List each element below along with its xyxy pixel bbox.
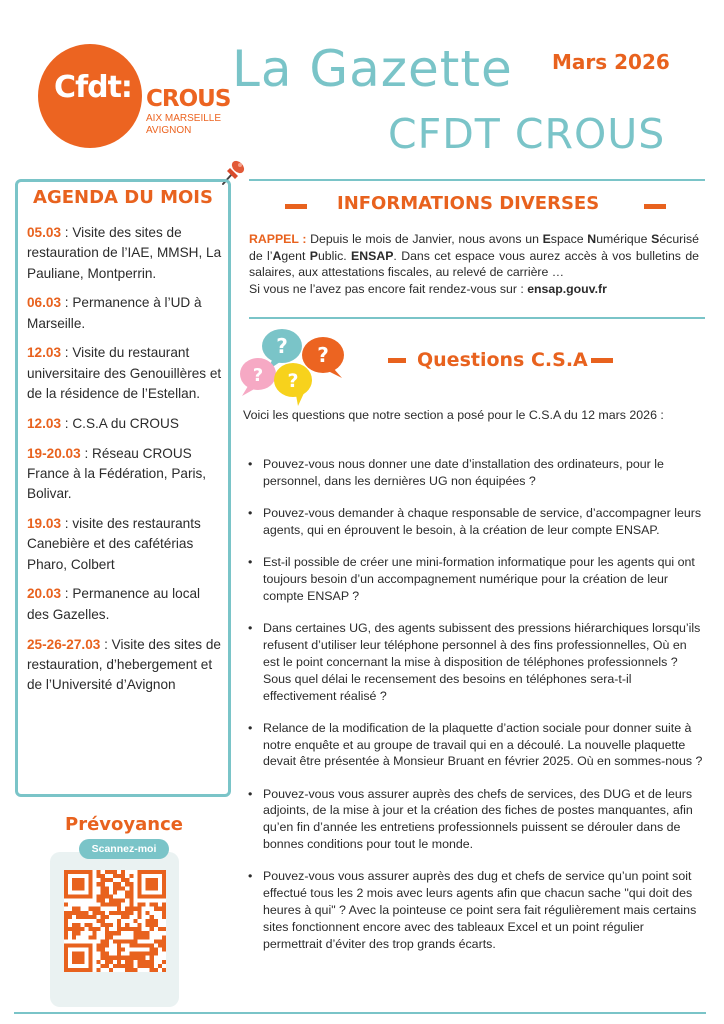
logo-subtitle-line2: AVIGNON [146, 125, 192, 136]
agenda-date: 12.03 [27, 345, 62, 361]
agenda-date: 05.03 [27, 225, 62, 240]
info-text: Depuis le mois de Janvier, nous avons un [306, 232, 543, 246]
info-section-title: INFORMATIONS DIVERSES [337, 193, 600, 214]
info-text: écurisé de l’ [249, 232, 699, 263]
ensap-label: ENSAP [351, 248, 394, 263]
question-text: Pouvez-vous nous donner une date d’installation des ordinateurs, pour le personnel, dans les dernières UG non équipées ? [263, 457, 664, 488]
qr-frame-bottom [60, 982, 170, 1007]
info-text: gent [281, 248, 310, 263]
acronym-letter: P [309, 248, 318, 263]
bullet: • [248, 506, 253, 520]
svg-text:?: ? [252, 365, 264, 386]
title-dash [591, 358, 613, 363]
csa-section-title: Questions C.S.A [417, 349, 588, 371]
question-item [243, 720, 705, 771]
question-item [243, 786, 705, 854]
question-item [243, 505, 705, 539]
cfdt-logo-mark: Cfdt: [54, 70, 132, 105]
ensap-link[interactable]: ensap.gouv.fr [527, 281, 607, 296]
agenda-text: : Visite des sites de restauration, d’hebergement et de l’Université d’Avignon [27, 636, 221, 693]
prevoyance-title: Prévoyance [65, 814, 183, 835]
agenda-item [27, 223, 223, 284]
title-dash [644, 204, 666, 209]
info-text: space [550, 232, 588, 246]
agenda-date: 25-26-27.03 [27, 636, 101, 652]
question-item [243, 456, 705, 490]
acronym-letter: A [272, 248, 282, 263]
svg-text:?: ? [317, 343, 329, 367]
agenda-date: 06.03 [27, 295, 62, 311]
agenda-text: : visite des restaurants Canebière et des cafétérias Pharo, Colbert [27, 516, 201, 572]
acronym-letter: E [542, 232, 551, 246]
svg-text:?: ? [287, 370, 299, 392]
csa-intro: Voici les questions que notre section a posé pour le C.S.A du 12 mars 2026 : [243, 408, 664, 422]
agenda-title: AGENDA DU MOIS [33, 187, 213, 208]
agenda-date: 20.03 [27, 586, 62, 602]
agenda-text: : Réseau CROUS France à la Fédération, Paris, Bolivar. [27, 445, 207, 502]
info-text: Si vous ne l’avez pas encore fait rendez-vous sur : [249, 281, 528, 296]
agenda-item [27, 584, 223, 625]
question-text: Pouvez-vous vous assurer auprès des chefs de services, des DUG et de leurs adjoints, de la mise à jour et la création des fiches de postes manquantes, afin qu’en fin d’année les entretiens professionnels puissent se dérouler dans de bonnes conditions pour tout le monde. [263, 786, 693, 852]
agenda-item [27, 343, 223, 404]
question-item [243, 554, 705, 605]
agenda-item [27, 414, 223, 434]
title-dash [388, 358, 406, 363]
question-item [243, 868, 705, 953]
speech-bubbles-question-icon [238, 322, 350, 408]
logo-crous-label: CROUS [146, 86, 231, 112]
info-text: umérique [596, 232, 652, 246]
divider [14, 1012, 706, 1014]
newsletter-subtitle: CFDT CROUS [388, 110, 666, 158]
acronym-letter: S [651, 232, 660, 246]
agenda-item [27, 514, 223, 575]
rappel-label: RAPPEL : [249, 232, 307, 246]
agenda-item [27, 635, 223, 696]
title-dash [285, 204, 307, 209]
bullet: • [248, 786, 253, 801]
logo-subtitle-line1: AIX MARSEILLE [146, 113, 222, 124]
agenda-date: 12.03 [27, 415, 62, 431]
question-text: Relance de la modification de la plaquette d’action sociale pour donner suite à notre enquête et au groupe de travail qui en a découlé. La nouvelle plaquette devait être présentée à Monsieur Bruant en février 2025. Où en sommes-nous ? [263, 720, 703, 769]
svg-text:?: ? [276, 334, 288, 358]
agenda-text: : Visite des sites de restauration de l’IAE, MMSH, La Pauliane, Montperrin. [27, 225, 222, 281]
agenda-text: : Visite du restaurant universitaire des Genouillères et de la résidence de l’Estellan. [27, 345, 222, 402]
question-text: Est-il possible de créer une mini-formation informatique pour les agents qui ont toujours besoin d’un accompagnement numérique pour la création de leur compte ENSAP ? [263, 555, 695, 603]
newsletter-title: La Gazette [232, 40, 513, 98]
divider [249, 317, 705, 319]
csa-questions-list [243, 456, 705, 968]
question-text: Pouvez-vous demander à chaque responsable de service, d’accompagner leurs agents, qui en éprouvent le besoin, à la création de leur compte ENSAP. [263, 506, 702, 537]
bullet: • [248, 869, 253, 884]
agenda-list [27, 223, 223, 705]
agenda-text: : C.S.A du CROUS [61, 415, 179, 431]
bullet: • [248, 555, 253, 569]
info-paragraph [249, 231, 699, 297]
question-text: Dans certaines UG, des agents subissent des pressions hiérarchiques lorsqu’ils refusent d’utiliser leur téléphone personnel à des fins professionnelles, Où en est le point concernant la mise à disposition de téléphones professionnels ? Sous quel délai le recensement des besoins en téléphones sera-t-il effectivement réalisé ? [263, 620, 701, 703]
divider [249, 179, 705, 181]
agenda-date: 19-20.03 [27, 445, 81, 461]
agenda-date: 19.03 [27, 516, 62, 532]
question-text: Pouvez-vous vous assurer auprès des dug et chefs de service qu’un point soit effectué tous les 2 mois avec leurs agents afin que chacun sache "qui doit des heures à qui" ? Avec la pointeuse ce point sera fait régulièrement mais certains sites fonctionnent encore avec des tableaux Excel et un point régulier permettrait d’éviter des trop grands écarts. [263, 869, 697, 951]
bullet: • [248, 620, 253, 635]
issue-date: Mars 2026 [552, 50, 670, 74]
bullet: • [248, 457, 253, 471]
question-item [243, 620, 705, 705]
qr-code-icon[interactable] [64, 870, 166, 972]
bullet: • [248, 720, 253, 735]
info-text: ublic. [317, 248, 352, 263]
agenda-item [27, 444, 223, 505]
agenda-text: : Permanence à l’UD à Marseille. [27, 295, 202, 331]
info-text: . Dans cet espace vous aurez accès à vos bulletins de salaires, aux attestations fiscales, au relevé de carrière … [249, 248, 699, 280]
agenda-item [27, 293, 223, 334]
acronym-letter: N [587, 232, 597, 246]
scan-me-label: Scannez-moi [79, 839, 169, 859]
agenda-text: : Permanence au local des Gazelles. [27, 586, 201, 622]
